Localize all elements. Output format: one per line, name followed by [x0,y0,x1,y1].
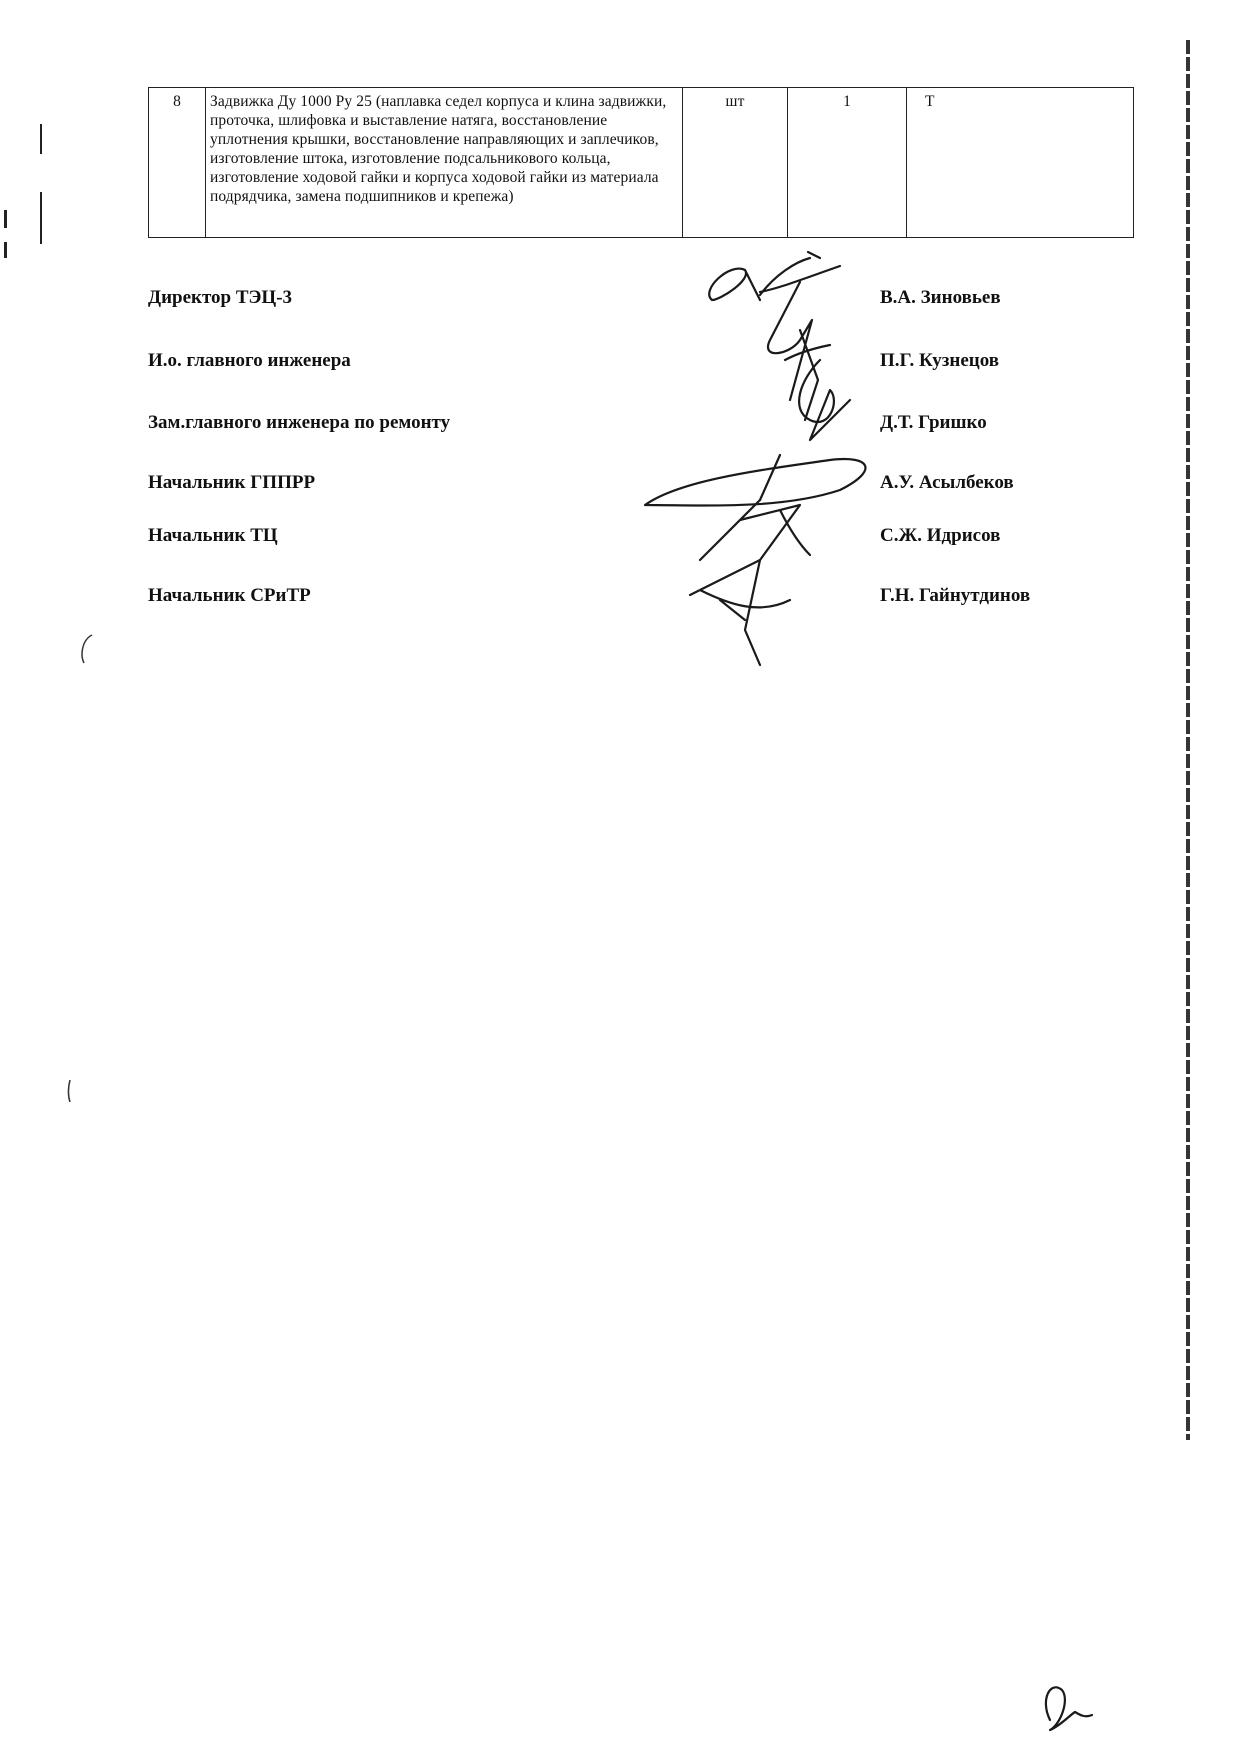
signature-row-deputy-repair [148,412,1048,442]
signatory-title: И.о. главного инженера [148,350,351,371]
signatory-title: Начальник ТЦ [148,525,278,546]
signature-row-chief-engineer [148,350,1048,380]
specification-table [148,87,1134,238]
signature-row-sritr [148,585,1048,615]
signatory-title: Начальник ГППРР [148,472,316,493]
table-row [149,88,1134,238]
margin-mark [40,192,42,244]
signature-row-director [148,287,1048,317]
signatory-name: А.У. Асылбеков [880,472,1014,493]
margin-mark [4,242,7,258]
row-unit-cell: шт [683,88,788,238]
signatory-name: Г.Н. Гайнутдинов [880,585,1031,606]
scan-edge-line [1186,40,1190,1440]
row-description-cell: Задвижка Ду 1000 Ру 25 (наплавка седел корпуса и клина задвижки, проточка, шлифовка и выставление натяга, восстановление уплотнения крышки, восстановление направляющих и заплечиков, изготовление штока, изготовление подсальникового кольца, изготовление ходовой гайки и корпуса ходовой гайки из материала подрядчика, замена подшипников и крепежа) [206,88,683,238]
signatory-title: Начальник СРиТР [148,585,311,606]
row-number-cell: 8 [149,88,206,238]
signature-row-tc [148,525,1048,555]
signatory-name: П.Г. Кузнецов [880,350,1000,371]
signature-row-gpprr [148,472,1048,502]
signatory-name: Д.Т. Гришко [880,412,987,433]
signatory-name: В.А. Зиновьев [880,287,1001,308]
row-note-cell: Т [907,88,1134,238]
row-quantity-cell: 1 [788,88,907,238]
signatory-title: Зам.главного инженера по ремонту [148,412,451,433]
signatory-title: Директор ТЭЦ-3 [148,287,293,308]
margin-mark [4,210,7,228]
signature-initials-corner [1046,1687,1092,1730]
margin-mark [40,124,42,154]
scan-marks [69,635,93,1102]
signatory-name: С.Ж. Идрисов [880,525,1001,546]
